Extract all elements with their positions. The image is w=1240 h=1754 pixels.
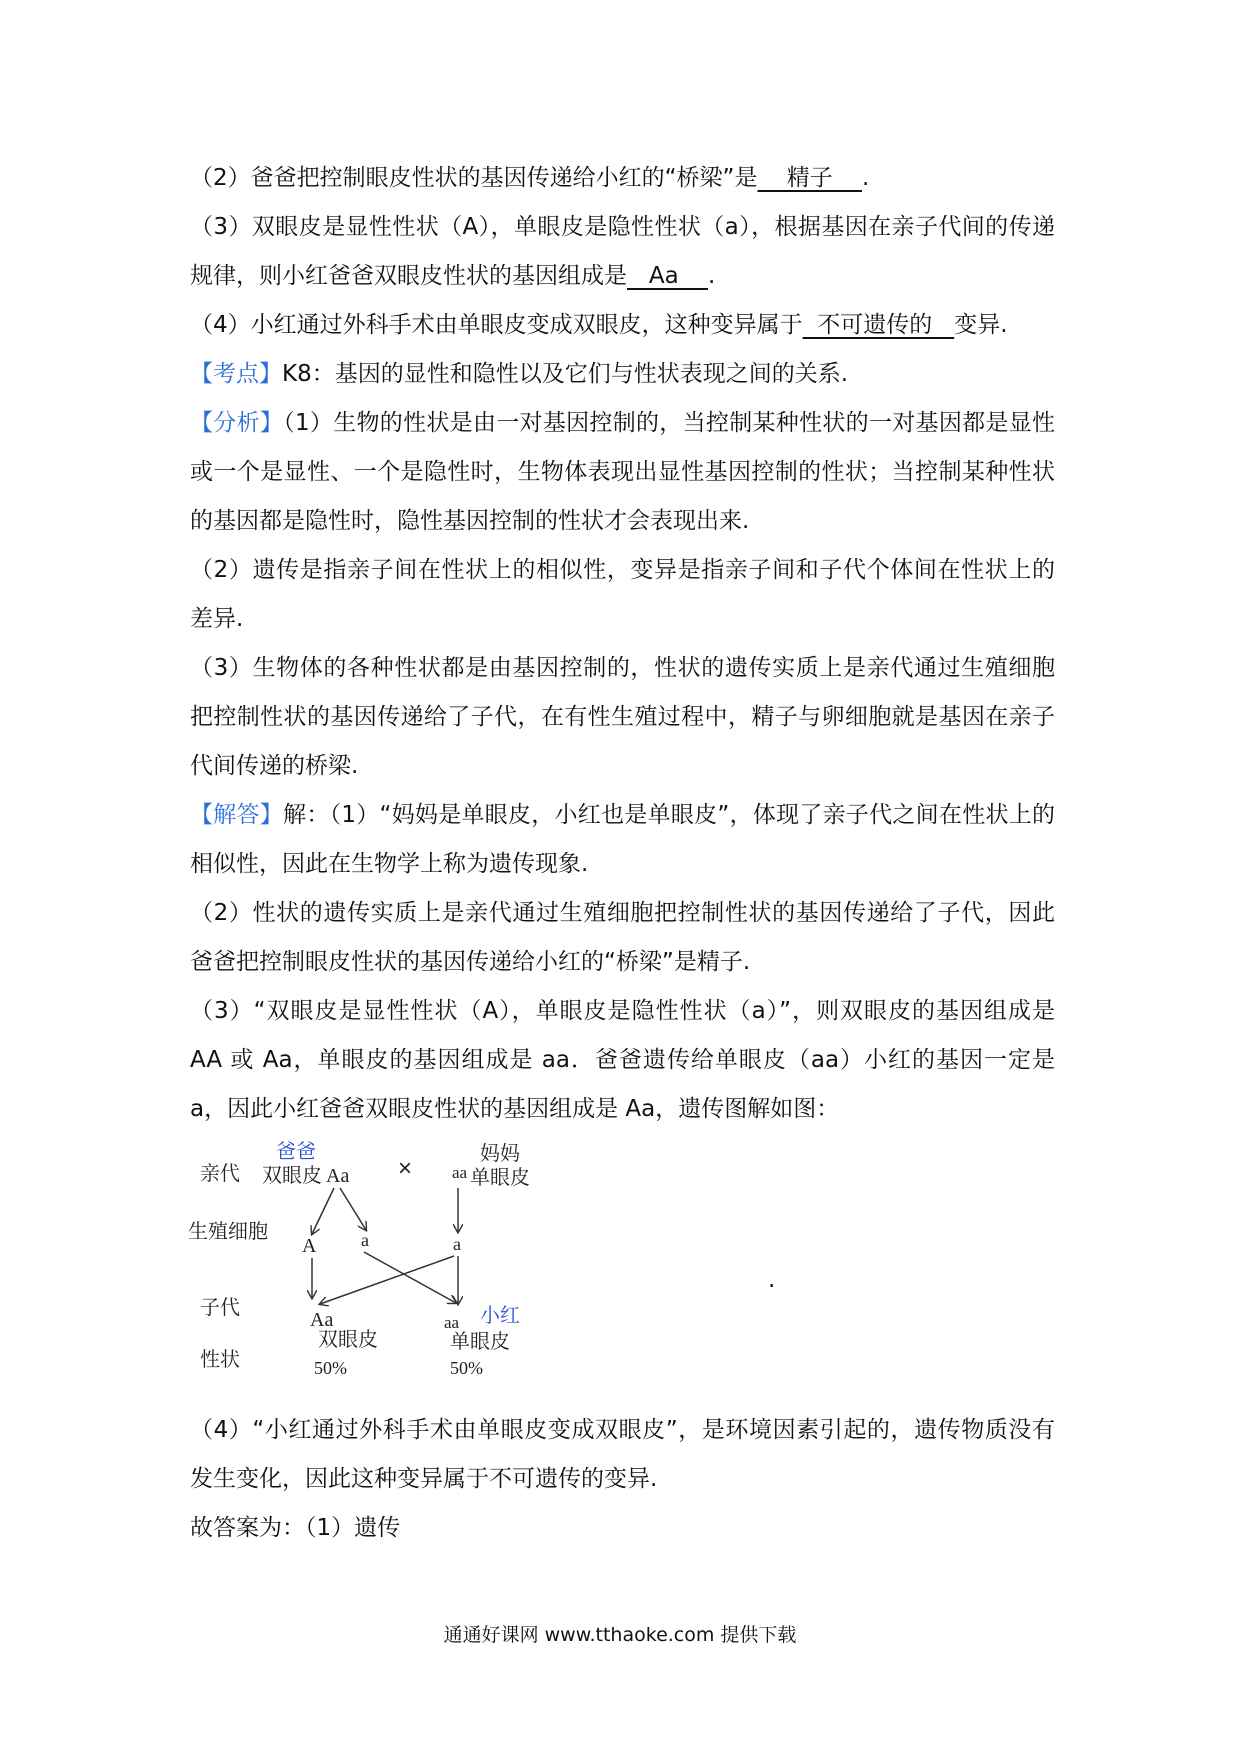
fenxi-text-1: （1）生物的性状是由一对基因控制的，当控制某种性状的一对基因都是显性或一个是显性、一个是隐性时，生物体表现出显性基因控制的性状；当控制某种性状的基因都是隐性时，隐性基因控制的性状才会表现出来. bbox=[190, 410, 1056, 534]
jieda-para-3 bbox=[190, 987, 1055, 1134]
row-label-parent: 亲代 bbox=[200, 1163, 240, 1185]
mother-gene: aa bbox=[452, 1163, 468, 1182]
arrow-father-to-A bbox=[312, 1188, 334, 1234]
q2-answer: 精子 bbox=[757, 165, 862, 191]
q3-answer: Aa bbox=[627, 263, 709, 289]
jieda-tag: 【解答】 bbox=[190, 802, 284, 828]
fenxi-text-3: （3）生物体的各种性状都是由基因控制的，性状的遗传实质上是亲代通过生殖细胞把控制性状的基因传递给了子代，在有性生殖过程中，精子与卵细胞就是基因在亲子代间传递的桥梁. bbox=[190, 655, 1055, 779]
fenxi-para-2 bbox=[190, 546, 1055, 644]
mother-trait: 单眼皮 bbox=[470, 1167, 530, 1189]
question-2 bbox=[190, 154, 1055, 203]
diagram-trailing-dot: . bbox=[768, 1267, 776, 1293]
q3-end: . bbox=[708, 263, 716, 289]
fenxi-tag: 【分析】 bbox=[190, 410, 284, 436]
jieda-text-2: （2）性状的遗传实质上是亲代通过生殖细胞把控制性状的基因传递给了子代，因此爸爸把控制眼皮性状的基因传递给小红的“桥梁”是精子. bbox=[190, 900, 1055, 975]
arrow-mother-a-to-child1 bbox=[320, 1256, 454, 1304]
gamete-a-mother: a bbox=[453, 1234, 461, 1254]
father-trait: 双眼皮 bbox=[262, 1165, 322, 1187]
q4-text: （4）小红通过外科手术由单眼皮变成双眼皮，这种变异属于 bbox=[190, 312, 803, 338]
mother-label: 妈妈 bbox=[480, 1143, 520, 1165]
inheritance-diagram-svg bbox=[188, 1138, 588, 1406]
child2-percent: 50% bbox=[450, 1358, 483, 1378]
row-label-gamete: 生殖细胞 bbox=[188, 1221, 268, 1243]
child2-trait: 单眼皮 bbox=[450, 1331, 510, 1353]
jieda-text-4: （4）“小红通过外科手术由单眼皮变成双眼皮”，是环境因素引起的，遗传物质没有发生变化，因此这种变异属于不可遗传的变异. bbox=[190, 1417, 1055, 1492]
cross-symbol: × bbox=[398, 1155, 413, 1182]
fenxi-para-3 bbox=[190, 644, 1055, 791]
child2-name: 小红 bbox=[480, 1305, 520, 1327]
inheritance-diagram bbox=[188, 1138, 776, 1406]
q4-answer: 不可遗传的 bbox=[802, 312, 955, 338]
fenxi-text-2: （2）遗传是指亲子间在性状上的相似性，变异是指亲子间和子代个体间在性状上的差异. bbox=[190, 557, 1055, 632]
father-label: 爸爸 bbox=[276, 1141, 316, 1163]
kaodian-tag: 【考点】 bbox=[190, 361, 282, 387]
child2-gene: aa bbox=[444, 1313, 460, 1332]
row-label-child: 子代 bbox=[200, 1297, 240, 1319]
jieda-para-4 bbox=[190, 1406, 1055, 1504]
father-gene: Aa bbox=[326, 1165, 350, 1187]
q3-text: （3）双眼皮是显性性状（A），单眼皮是隐性性状（a），根据基因在亲子代间的传递规律，则小红爸爸双眼皮性状的基因组成是 bbox=[190, 214, 1055, 289]
kaodian-section bbox=[190, 350, 1055, 399]
jieda-text-1: 解：（1）“妈妈是单眼皮，小红也是单眼皮”，体现了亲子代之间在性状上的相似性，因此在生物学上称为遗传现象. bbox=[190, 802, 1056, 877]
gamete-a-father: a bbox=[361, 1230, 369, 1250]
question-3 bbox=[190, 203, 1055, 301]
jieda-text-3: （3）“双眼皮是显性性状（A），单眼皮是隐性性状（a）”，则双眼皮的基因组成是 AA 或 Aa，单眼皮的基因组成是 aa．爸爸遗传给单眼皮（aa）小红的基因一定是 a，因此小红爸爸双眼皮性状的基因组成是 Aa，遗传图解如图： bbox=[190, 998, 1055, 1122]
q2-end: . bbox=[861, 165, 870, 191]
q2-text: （2）爸爸把控制眼皮性状的基因传递给小红的“桥梁”是 bbox=[190, 165, 758, 191]
q4-end: 变异. bbox=[954, 312, 1008, 338]
row-label-trait: 性状 bbox=[200, 1349, 240, 1371]
child1-percent: 50% bbox=[314, 1358, 347, 1378]
kaodian-text: K8：基因的显性和隐性以及它们与性状表现之间的关系. bbox=[282, 361, 849, 387]
final-answer-text: 故答案为：（1）遗传 bbox=[190, 1515, 401, 1541]
child1-trait: 双眼皮 bbox=[318, 1329, 378, 1351]
gamete-A: A bbox=[302, 1235, 317, 1257]
document-body bbox=[190, 154, 1055, 1553]
fenxi-section bbox=[190, 399, 1055, 546]
question-4 bbox=[190, 301, 1055, 350]
child1-gene: Aa bbox=[310, 1309, 334, 1331]
arrow-father-to-a bbox=[340, 1188, 366, 1230]
footer-watermark: 通通好课网 www.tthaoke.com 提供下载 bbox=[443, 1624, 797, 1646]
final-answer bbox=[190, 1504, 1055, 1553]
jieda-section bbox=[190, 791, 1055, 889]
jieda-para-2 bbox=[190, 889, 1055, 987]
